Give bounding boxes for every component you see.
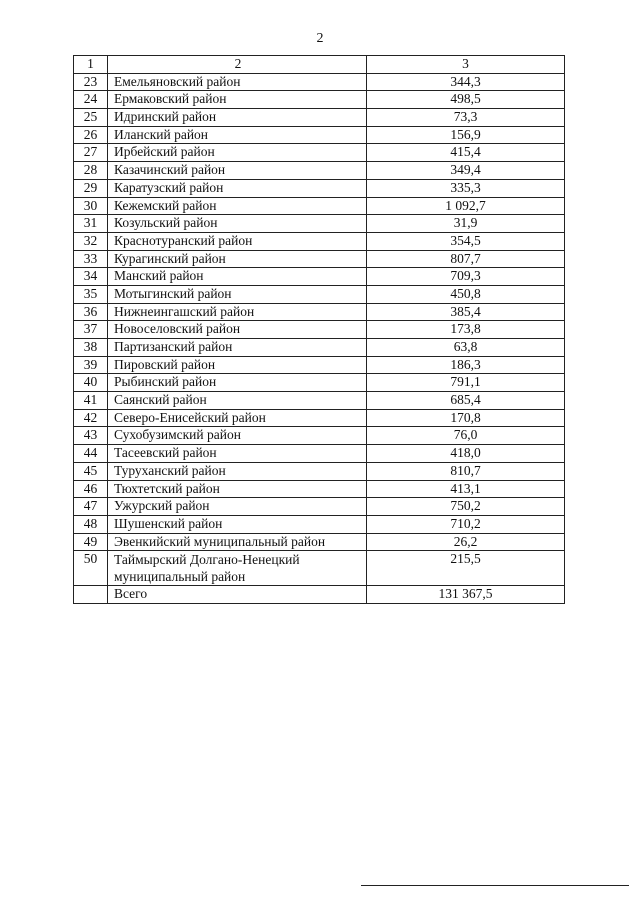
amount-cell: 354,5 <box>367 232 565 250</box>
amount-cell: 385,4 <box>367 303 565 321</box>
header-cell-col-1: 1 <box>74 56 108 74</box>
row-number-cell: 41 <box>74 392 108 410</box>
amount-cell: 156,9 <box>367 126 565 144</box>
amount-cell: 186,3 <box>367 356 565 374</box>
row-number-cell: 48 <box>74 515 108 533</box>
table-row <box>74 232 565 250</box>
district-name-cell: Манский район <box>108 268 367 286</box>
row-number-cell: 24 <box>74 91 108 109</box>
amount-cell: 450,8 <box>367 285 565 303</box>
row-number-cell: 26 <box>74 126 108 144</box>
amount-cell: 685,4 <box>367 392 565 410</box>
district-name-cell: Туруханский район <box>108 462 367 480</box>
table-row <box>74 551 565 586</box>
row-number-cell: 39 <box>74 356 108 374</box>
amount-cell: 335,3 <box>367 179 565 197</box>
amount-cell: 810,7 <box>367 462 565 480</box>
row-number-cell: 29 <box>74 179 108 197</box>
row-number-cell: 33 <box>74 250 108 268</box>
table-row <box>74 250 565 268</box>
amount-cell: 173,8 <box>367 321 565 339</box>
table-row <box>74 480 565 498</box>
row-number-cell: 28 <box>74 162 108 180</box>
amount-cell: 349,4 <box>367 162 565 180</box>
header-cell-col-3: 3 <box>367 56 565 74</box>
district-name-cell: Тюхтетский район <box>108 480 367 498</box>
table-row <box>74 126 565 144</box>
district-name-cell: Козульский район <box>108 215 367 233</box>
district-name-cell: Нижнеингашский район <box>108 303 367 321</box>
row-number-cell: 43 <box>74 427 108 445</box>
district-name-cell: Казачинский район <box>108 162 367 180</box>
row-number-cell: 45 <box>74 462 108 480</box>
table-row <box>74 356 565 374</box>
district-name-cell: Рыбинский район <box>108 374 367 392</box>
total-label-cell: Всего <box>108 586 367 604</box>
row-number-cell: 25 <box>74 109 108 127</box>
row-number-cell: 32 <box>74 232 108 250</box>
row-number-cell: 36 <box>74 303 108 321</box>
total-number-cell <box>74 586 108 604</box>
table-row <box>74 144 565 162</box>
amount-cell: 31,9 <box>367 215 565 233</box>
table-row <box>74 409 565 427</box>
amount-cell: 710,2 <box>367 515 565 533</box>
district-name-cell: Саянский район <box>108 392 367 410</box>
district-name-cell: Идринский район <box>108 109 367 127</box>
amount-cell: 1 092,7 <box>367 197 565 215</box>
table-header-row <box>74 56 565 74</box>
row-number-cell: 35 <box>74 285 108 303</box>
row-number-cell: 50 <box>74 551 108 586</box>
district-name-cell: Тасеевский район <box>108 445 367 463</box>
district-name-cell: Курагинский район <box>108 250 367 268</box>
row-number-cell: 40 <box>74 374 108 392</box>
table-row <box>74 533 565 551</box>
amount-cell: 498,5 <box>367 91 565 109</box>
row-number-cell: 49 <box>74 533 108 551</box>
table-row <box>74 445 565 463</box>
district-name-cell: Кежемский район <box>108 197 367 215</box>
amount-cell: 73,3 <box>367 109 565 127</box>
district-name-cell: Партизанский район <box>108 339 367 357</box>
table-row <box>74 427 565 445</box>
row-number-cell: 44 <box>74 445 108 463</box>
data-table <box>73 55 565 604</box>
page-number: 2 <box>316 31 324 46</box>
table-row <box>74 462 565 480</box>
total-row <box>74 586 565 604</box>
district-name-cell: Пировский район <box>108 356 367 374</box>
amount-cell: 344,3 <box>367 73 565 91</box>
district-name-cell: Ужурский район <box>108 498 367 516</box>
district-name-cell: Мотыгинский район <box>108 285 367 303</box>
row-number-cell: 47 <box>74 498 108 516</box>
amount-cell: 709,3 <box>367 268 565 286</box>
table-row <box>74 285 565 303</box>
table-row <box>74 303 565 321</box>
table-row <box>74 498 565 516</box>
row-number-cell: 38 <box>74 339 108 357</box>
district-name-cell: Сухобузимский район <box>108 427 367 445</box>
amount-cell: 76,0 <box>367 427 565 445</box>
amount-cell: 750,2 <box>367 498 565 516</box>
district-name-cell: Краснотуранский район <box>108 232 367 250</box>
district-name-cell: Шушенский район <box>108 515 367 533</box>
table-row <box>74 515 565 533</box>
table-row <box>74 374 565 392</box>
table-row <box>74 109 565 127</box>
table-row <box>74 179 565 197</box>
district-name-cell: Емельяновский район <box>108 73 367 91</box>
footer-divider-line <box>361 885 629 886</box>
table-row <box>74 73 565 91</box>
total-amount-cell: 131 367,5 <box>367 586 565 604</box>
table-row <box>74 268 565 286</box>
amount-cell: 791,1 <box>367 374 565 392</box>
amount-cell: 170,8 <box>367 409 565 427</box>
row-number-cell: 31 <box>74 215 108 233</box>
amount-cell: 215,5 <box>367 551 565 586</box>
district-name-cell: Таймырский Долгано-Ненецкий муниципальный район <box>108 551 367 586</box>
district-name-cell: Эвенкийский муниципальный район <box>108 533 367 551</box>
amount-cell: 26,2 <box>367 533 565 551</box>
table-row <box>74 91 565 109</box>
amount-cell: 413,1 <box>367 480 565 498</box>
amount-cell: 63,8 <box>367 339 565 357</box>
amount-cell: 415,4 <box>367 144 565 162</box>
row-number-cell: 23 <box>74 73 108 91</box>
district-name-cell: Каратузский район <box>108 179 367 197</box>
amount-cell: 418,0 <box>367 445 565 463</box>
district-name-cell: Ирбейский район <box>108 144 367 162</box>
table-row <box>74 197 565 215</box>
amount-cell: 807,7 <box>367 250 565 268</box>
table-row <box>74 162 565 180</box>
table-body <box>74 56 565 604</box>
header-cell-col-2: 2 <box>108 56 367 74</box>
row-number-cell: 46 <box>74 480 108 498</box>
district-name-cell: Северо-Енисейский район <box>108 409 367 427</box>
table-row <box>74 215 565 233</box>
district-name-cell: Иланский район <box>108 126 367 144</box>
row-number-cell: 42 <box>74 409 108 427</box>
row-number-cell: 37 <box>74 321 108 339</box>
row-number-cell: 27 <box>74 144 108 162</box>
table-row <box>74 339 565 357</box>
table-row <box>74 321 565 339</box>
district-name-cell: Ермаковский район <box>108 91 367 109</box>
row-number-cell: 30 <box>74 197 108 215</box>
table-row <box>74 392 565 410</box>
district-name-cell: Новоселовский район <box>108 321 367 339</box>
row-number-cell: 34 <box>74 268 108 286</box>
